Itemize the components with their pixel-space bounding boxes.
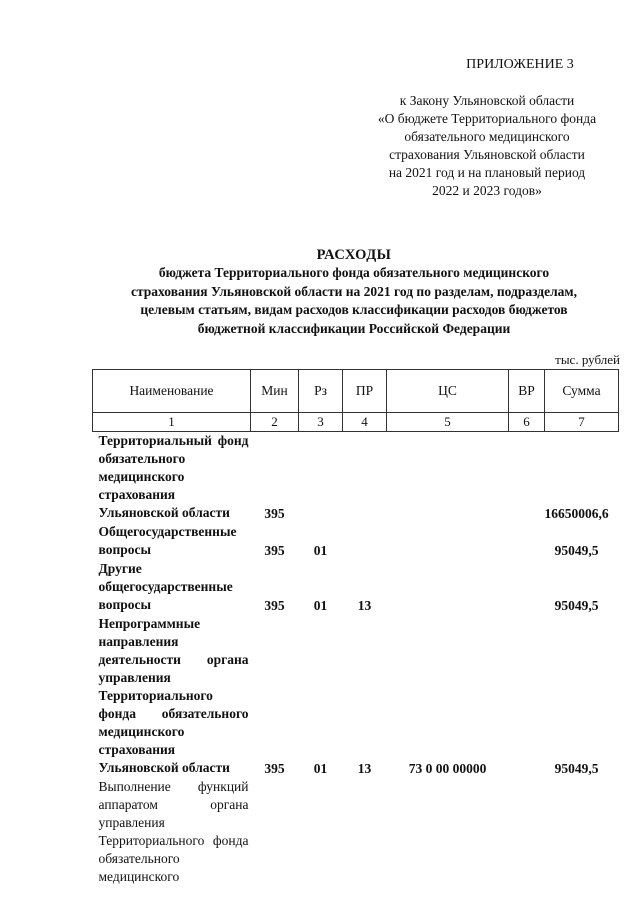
col-number: 5 [387,413,509,432]
appendix-label: ПРИЛОЖЕНИЕ 3 [466,57,574,72]
row-pr [343,432,387,524]
row-rz: 01 [313,543,328,558]
col-number: 4 [343,413,387,432]
table-row [93,560,619,615]
law-line: 2022 и 2023 годов» [432,183,542,198]
law-line: к Закону Ульяновской области [399,93,575,108]
title-line: целевым статьям, видам расходов классификации расходов бюджетов [140,302,568,317]
table-row [93,432,619,524]
law-reference [362,92,612,200]
title-line: бюджета Территориального фонда обязательного медицинского [158,265,550,280]
col-number: 2 [251,413,299,432]
title-line: страхования Ульяновской области на 2021 год по разделам, подразделам, [131,283,577,299]
law-line: обязательного медицинского [404,129,570,144]
col-number: 3 [299,413,343,432]
law-line: «О бюджете Территориального фонда [377,111,597,126]
col-header-rz: Рз [299,370,343,413]
row-cs [387,432,509,524]
row-pr [343,778,387,887]
law-line: на 2021 год и на плановый период [388,165,586,180]
row-rz: 01 [313,598,328,613]
col-header-vr: ВР [509,370,545,413]
row-sum: 95049,5 [554,598,599,613]
row-pr: 13 [357,761,372,776]
row-vr [509,560,545,615]
row-vr [509,615,545,778]
col-number: 7 [545,413,619,432]
row-pr: 13 [357,598,372,613]
row-min: 395 [264,598,285,613]
row-name: Выполнение функций аппаратом органа управления Территориального фонда обязательного медицинского [98,779,249,884]
row-vr [509,523,545,560]
row-vr [509,432,545,524]
row-min: 395 [264,543,285,558]
row-min: 395 [264,761,285,776]
row-cs [387,560,509,615]
row-cs [387,778,509,887]
row-name: Общегосударственные вопросы [98,524,237,557]
table-row [93,615,619,778]
col-header-cs: ЦС [387,370,509,413]
col-header-min: Мин [251,370,299,413]
row-sum: 95049,5 [554,761,599,776]
table-header-row [93,370,619,413]
row-pr [343,523,387,560]
table-row [93,523,619,560]
row-cs [387,523,509,560]
row-name: Непрограммные направления деятельности органа управления Территориального фонда обязательного медицинского страхования Ульяновской области [98,616,249,775]
title-line: бюджетной классификации Российской Федерации [197,320,511,336]
title-main: РАСХОДЫ [316,247,392,263]
col-header-name: Наименование [93,370,251,413]
row-sum: 16650006,6 [544,506,609,521]
row-name: Территориальный фонд обязательного медицинского страхования Ульяновской области [98,433,249,520]
row-sum: 95049,5 [554,543,599,558]
col-header-pr: ПР [343,370,387,413]
col-header-sum: Сумма [545,370,619,413]
row-cs: 73 0 00 00000 [408,761,487,776]
row-vr [509,778,545,887]
row-sum [545,778,619,887]
col-number: 1 [93,413,251,432]
row-rz [299,778,343,887]
column-number-row [93,413,619,432]
row-min: 395 [264,506,285,521]
units-label: тыс. рублей [555,352,620,367]
row-rz: 01 [313,761,328,776]
table-row [93,778,619,887]
row-name: Другие общегосударственные вопросы [98,561,233,612]
law-line: страхования Ульяновской области [389,147,585,162]
document-title [80,246,628,338]
row-min [251,778,299,887]
row-rz [299,432,343,524]
expenses-table [92,369,619,887]
col-number: 6 [509,413,545,432]
